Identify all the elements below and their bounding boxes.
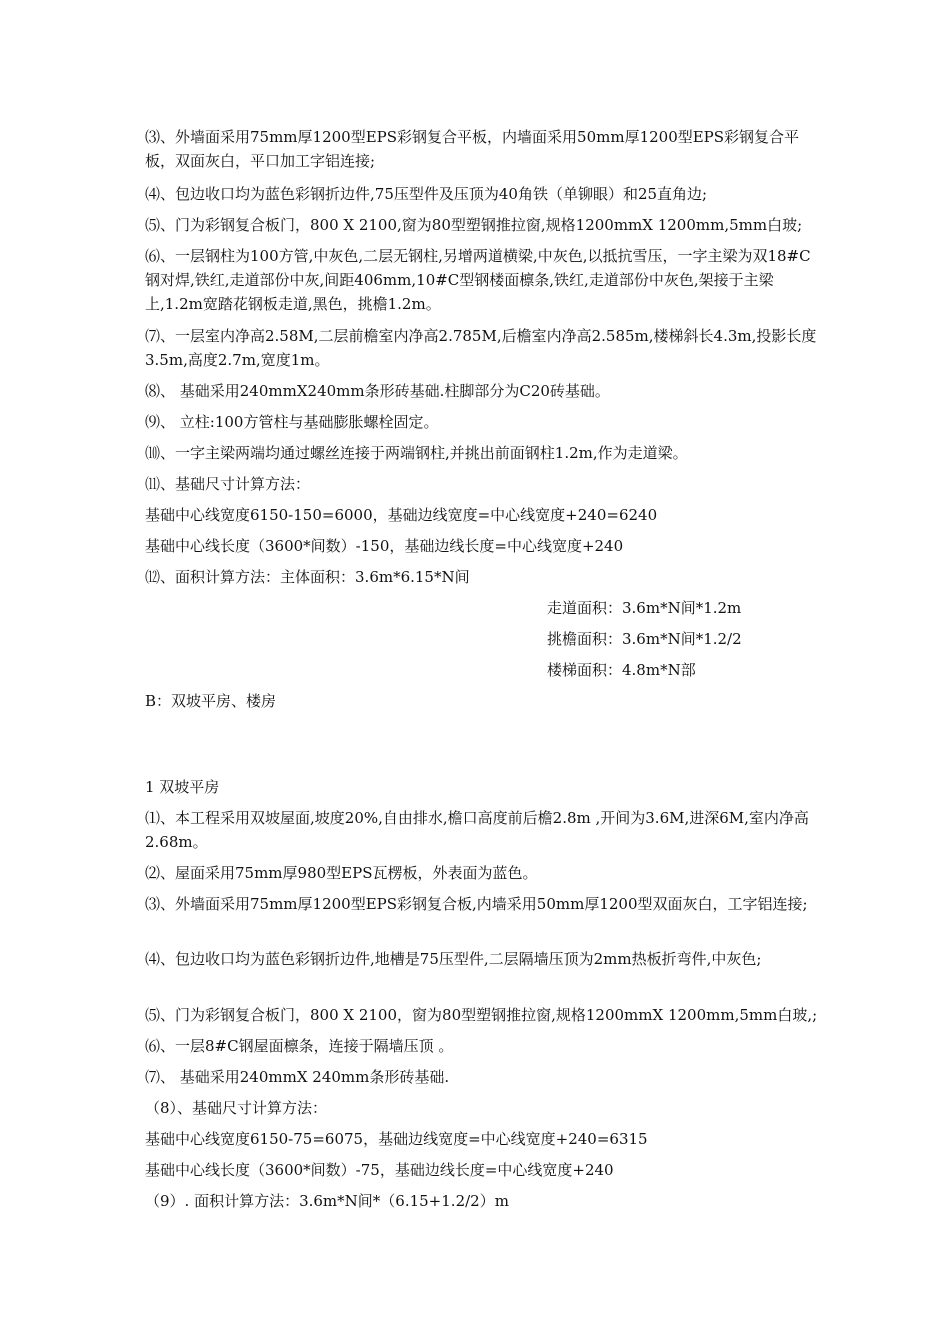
paragraph-a11: ⑾、基础尺寸计算方法：	[145, 475, 311, 493]
paragraph-a7: ⑺、一层室内净高2.58M,二层前檐室内净高2.785M,后檐室内净高2.585m,楼梯斜长4.3m,投影长度3.5m,高度2.7m,宽度1m。	[145, 327, 817, 369]
paragraph-a9: ⑼、 立柱:100方管柱与基础膨胀螺栓固定。	[145, 413, 439, 431]
paragraph-b3: ⑶、外墙面采用75mm厚1200型EPS彩钢复合板,内墙采用50mm厚1200型双面灰白，工字铝连接;	[145, 895, 808, 913]
paragraph-a5: ⑸、门为彩钢复合板门，800 X 2100,窗为80型塑钢推拉窗,规格1200mmX 1200mm,5mm白玻;	[145, 216, 803, 234]
eave-area: 挑檐面积：3.6m*N间*1.2/2	[547, 630, 742, 648]
paragraph-b5: ⑸、门为彩钢复合板门，800 X 2100，窗为80型塑钢推拉窗,规格1200mmX 1200mm,5mm白玻,;	[145, 1006, 818, 1024]
paragraph-b4: ⑷、包边收口均为蓝色彩钢折边件,地槽是75压型件,二层隔墙压顶为2mm热板折弯件,中灰色;	[145, 950, 762, 968]
paragraph-a8: ⑻、 基础采用240mmX240mm条形砖基础.柱脚部分为C20砖基础。	[145, 382, 610, 400]
paragraph-b1: ⑴、本工程采用双坡屋面,坡度20%,自由排水,檐口高度前后檐2.8m ,开间为3.6M,进深6M,室内净高2.68m。	[145, 809, 809, 851]
paragraph-a10: ⑽、一字主梁两端均通过螺丝连接于两端钢柱,并挑出前面钢柱1.2m,作为走道梁。	[145, 444, 688, 462]
paragraph-b8: （8）、基础尺寸计算方法：	[145, 1099, 328, 1117]
paragraph-a6: ⑹、一层钢柱为100方管,中灰色,二层无钢柱,另增两道横梁,中灰色,以抵抗雪压，一字主梁为双18#C钢对焊,铁红,走道部份中灰,间距406mm,10#C型钢楼面檩条,铁红,走道部份中灰色,架接于主梁上,1.2m宽踏花钢板走道,黑色，挑檐1.2m。	[145, 247, 811, 313]
foundation-length-a: 基础中心线长度（3600*间数）-150，基础边线长度=中心线宽度+240	[145, 537, 624, 555]
paragraph-b2: ⑵、屋面采用75mm厚980型EPS瓦楞板，外表面为蓝色。	[145, 864, 538, 882]
foundation-width-a: 基础中心线宽度6150-150=6000，基础边线宽度=中心线宽度+240=6240	[145, 506, 658, 524]
paragraph-a12: ⑿、面积计算方法：主体面积：3.6m*6.15*N间	[145, 568, 470, 586]
paragraph-b6: ⑹、一层8#C钢屋面檩条，连接于隔墙压顶 。	[145, 1037, 454, 1055]
paragraph-b9: （9）. 面积计算方法：3.6m*N间*（6.15+1.2/2）m	[145, 1192, 509, 1210]
stair-area: 楼梯面积：4.8m*N部	[547, 661, 696, 679]
section-b1-subheading: 1 双坡平房	[145, 778, 220, 796]
section-b-heading: B：双坡平房、楼房	[145, 692, 277, 710]
foundation-width-b: 基础中心线宽度6150-75=6075，基础边线宽度=中心线宽度+240=6315	[145, 1130, 648, 1148]
paragraph-a3: ⑶、外墙面采用75mm厚1200型EPS彩钢复合平板，内墙面采用50mm厚1200型EPS彩钢复合平板，双面灰白，平口加工字铝连接;	[145, 128, 800, 170]
foundation-length-b: 基础中心线长度（3600*间数）-75，基础边线长度=中心线宽度+240	[145, 1161, 614, 1179]
corridor-area: 走道面积：3.6m*N间*1.2m	[547, 599, 742, 617]
paragraph-b7: ⑺、 基础采用240mmX 240mm条形砖基础.	[145, 1068, 450, 1086]
paragraph-a4: ⑷、包边收口均为蓝色彩钢折边件,75压型件及压顶为40角铁（单铆眼）和25直角边;	[145, 185, 708, 203]
